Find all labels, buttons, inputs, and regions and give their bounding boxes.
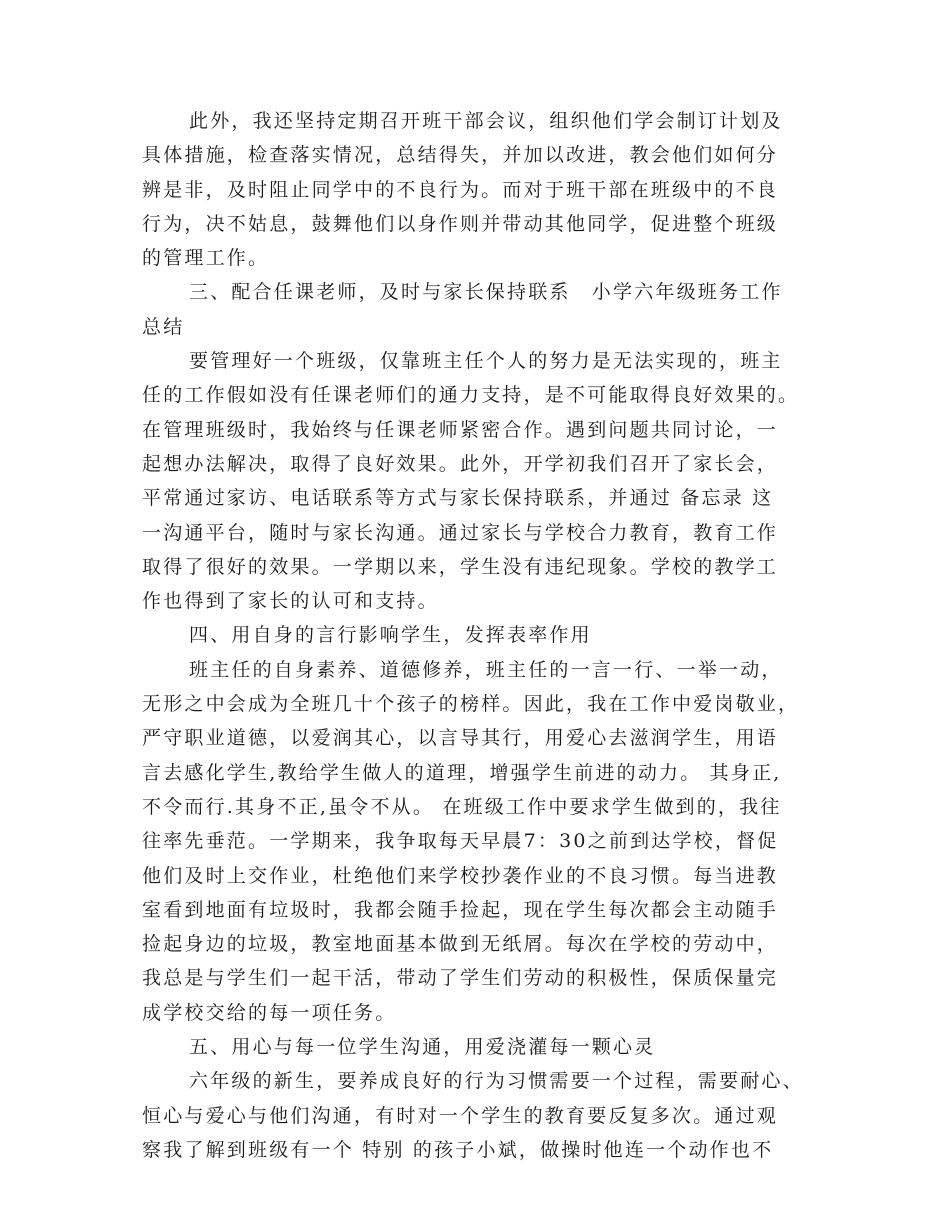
text-line: 任的工作假如没有任课老师们的通力支持，是不可能取得良好效果的。 xyxy=(142,384,800,407)
text-line: 他们及时上交作业，杜绝他们来学校抄袭作业的不良习惯。每当进教 xyxy=(142,864,779,887)
section-heading: 总结 xyxy=(142,315,185,338)
text-line: 言去感化学生,教给学生做人的道理，增强学生前进的动力。 其身正, xyxy=(142,761,782,784)
text-line: 往率先垂范。一学期来，我争取每天早晨7：30之前到达学校，督促 xyxy=(142,830,779,853)
text-line: 要管理好一个班级，仅靠班主任个人的努力是无法实现的，班主 xyxy=(189,350,783,373)
text-line: 无形之中会成为全班几十个孩子的榜样。因此，我在工作中爱岗敬业， xyxy=(142,693,800,716)
text-line: 的管理工作。 xyxy=(142,247,270,270)
document-body xyxy=(142,104,812,1167)
text-line: 辨是非，及时阻止同学中的不良行为。而对于班干部在班级中的不良 xyxy=(142,178,779,201)
text-line: 察我了解到班级有一个 特别 的孩子小斌，做操时他连一个动作也不 xyxy=(142,1138,774,1161)
section-heading: 四、用自身的言行影响学生，发挥表率作用 xyxy=(189,624,592,647)
text-line: 取得了很好的效果。一学期以来，学生没有违纪现象。学校的教学工 xyxy=(142,555,779,578)
text-line: 班主任的自身素养、道德修养，班主任的一言一行、一举一动， xyxy=(189,658,783,681)
text-line: 我总是与学生们一起干活，带动了学生们劳动的积极性，保质保量完 xyxy=(142,967,779,990)
section-heading: 三、配合任课老师，及时与家长保持联系 小学六年级班务工作 xyxy=(189,281,783,304)
section-heading: 五、用心与每一位学生沟通，用爱浇灌每一颗心灵 xyxy=(189,1036,656,1059)
text-line: 具体措施，检查落实情况，总结得失，并加以改进，教会他们如何分 xyxy=(142,144,779,167)
text-line: 捡起身边的垃圾，教室地面基本做到无纸屑。每次在学校的劳动中， xyxy=(142,933,779,956)
text-line: 行为，决不姑息，鼓舞他们以身作则并带动其他同学，促进整个班级 xyxy=(142,212,779,235)
text-line: 起想办法解决，取得了良好效果。此外，开学初我们召开了家长会， xyxy=(142,452,779,475)
text-line: 成学校交给的每一项任务。 xyxy=(142,1001,397,1024)
text-line: 恒心与爱心与他们沟通，有时对一个学生的教育要反复多次。通过观 xyxy=(142,1104,779,1127)
text-line: 六年级的新生，要养成良好的行为习惯需要一个过程，需要耐心、 xyxy=(189,1070,804,1093)
text-line: 平常通过家访、电话联系等方式与家长保持联系，并通过 备忘录 这 xyxy=(142,487,774,510)
text-line: 严守职业道德，以爱润其心，以言导其行，用爱心去滋润学生，用语 xyxy=(142,727,779,750)
text-line: 一沟通平台，随时与家长沟通。通过家长与学校合力教育，教育工作 xyxy=(142,521,779,544)
text-line: 在管理班级时，我始终与任课老师紧密合作。遇到问题共同讨论，一 xyxy=(142,418,779,441)
text-line: 不令而行.其身不正,虽令不从。 在班级工作中要求学生做到的，我往 xyxy=(142,795,782,818)
text-line: 室看到地面有垃圾时，我都会随手捡起，现在学生每次都会主动随手 xyxy=(142,898,779,921)
text-line: 作也得到了家长的认可和支持。 xyxy=(142,590,439,613)
text-line: 此外，我还坚持定期召开班干部会议，组织他们学会制订计划及 xyxy=(189,110,783,132)
